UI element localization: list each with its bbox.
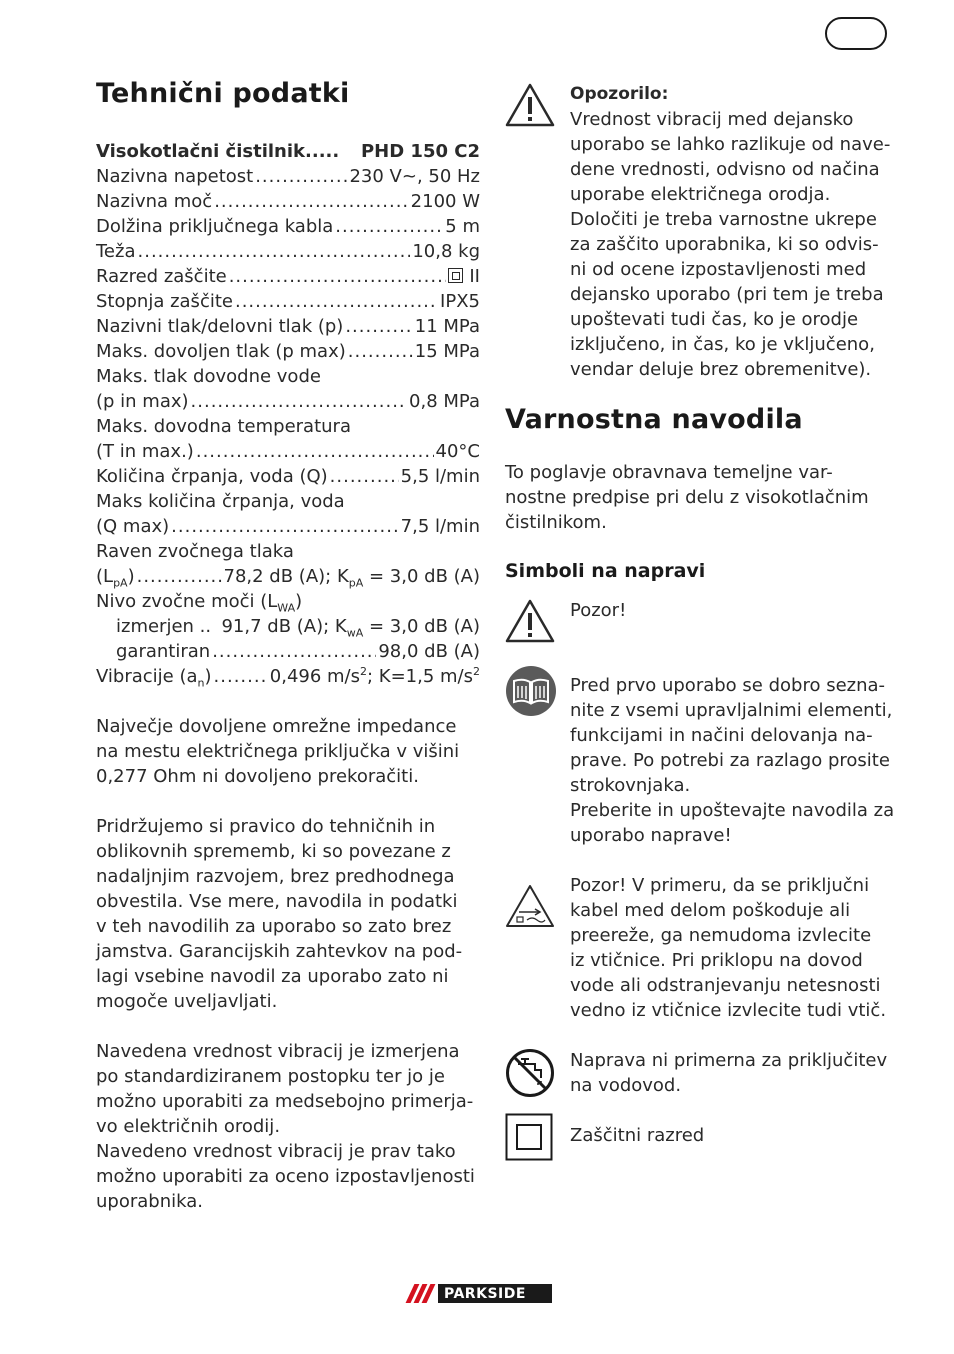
warning-triangle-icon (505, 598, 555, 644)
spec-row-voltage (96, 164, 480, 189)
spec-row-pressure (96, 314, 480, 339)
spec-value: 0,496 $m/s^2$; K=1,5 $m/s^2$ (269, 665, 480, 687)
spec-device-row (96, 139, 480, 164)
protection-class-icon (448, 268, 463, 283)
paragraph-vibration: Navedena vrednost vibracij je izmerjena po standardiziranem postopku ter jo je možno uporabiti za medsebojno primerja- vo električnih orodij. Navedeno vrednost vibracij je prav tako možno uporabiti za oceno izpostavljenosti uporabnika. (96, 1041, 475, 1212)
sound-power-label: Nivo zvočne moči (L (96, 591, 278, 612)
symbol-item-unplug (505, 873, 900, 1023)
spec-row-cable (96, 214, 480, 239)
paragraph-rights: Pridržujemo si pravico do tehničnih in oblikovnih sprememb, ki so povezane z nadaljnjim razvojem, brez predhodnega obvestila. Vse mere, navodila in podatki v teh navodilih za uporabo so zato brez jamstva. Garancijskih zahtevkov na pod- lagi vsebine navodil za uporabo zato ni mogoče uveljavljati. (96, 816, 463, 1012)
spec-value (224, 564, 481, 589)
symbol-text: Pred prvo uporabo se dobro sezna- nite z vsemi upravljalnimi elementi, funkcijami in načini delovanja na- prave. Po potrebi za razlago prosite strokovnjaka. Preberite in upoštevajte navodila za uporabo naprave! (570, 675, 895, 846)
spec-label: Razred zaščite (96, 266, 227, 287)
spec-label: Maks. dovoljen tlak (p max) (96, 341, 346, 362)
spec-row-weight (96, 239, 480, 264)
spec-value: 5,5 l/min (400, 466, 480, 487)
vibration-value: 0,496 m/s (269, 666, 360, 687)
spec-row-flow (96, 464, 480, 489)
spec-sound-power-heading: Nivo zvočne moči $(L_{WA})$ (96, 591, 303, 615)
device-label: Visokotlačni čistilnik..... (96, 141, 340, 162)
logo-text: PARKSIDE (444, 1285, 526, 1302)
safety-title: Varnostna navodila (505, 404, 803, 435)
spec-label: Teža (96, 241, 136, 262)
spec-label: garantiran (116, 641, 211, 662)
spec-value: IPX5 (440, 291, 480, 312)
spec-value: 11 MPa (414, 316, 480, 337)
spec-label: (p in max) (96, 391, 189, 412)
spec-row-inlet-temp (96, 439, 480, 464)
technical-data-title: Tehnični podatki (96, 78, 350, 109)
protection-class-icon (505, 1113, 553, 1161)
device-model: PHD 150 C2 (360, 141, 480, 162)
spec-value (221, 614, 480, 639)
symbol-item-no-water-mains (505, 1048, 900, 1098)
spec-max-flow-heading: Maks količina črpanja, voda (96, 491, 345, 512)
spec-value: 230 V~, 50 Hz (349, 166, 480, 187)
spec-inlet-pressure-heading: Maks. tlak dovodne vode (96, 366, 321, 387)
spec-label: (T in max.) (96, 441, 194, 462)
spec-row-max-pressure (96, 339, 480, 364)
symbol-item-protection-class (505, 1123, 900, 1173)
spec-list (96, 139, 480, 689)
k-value: = 3,0 dB (A) (363, 566, 480, 587)
language-badge (825, 17, 887, 50)
k-value: = 3,0 dB (A) (363, 616, 480, 637)
spec-label: Količina črpanja, voda (Q) (96, 466, 328, 487)
warning-triangle-icon (505, 82, 555, 128)
spec-label: Nazivna moč (96, 191, 213, 212)
k-sub: wA (346, 626, 364, 640)
sound-power-sub: WA (277, 601, 296, 615)
spec-value: 0,8 MPa (409, 391, 480, 412)
spec-label: Vibracije $(a_n)$ (96, 666, 212, 690)
safety-intro: To poglavje obravnava temeljne var- nostne predpise pri delu z visokotlačnim čistilnikom. (505, 462, 869, 533)
measured-value: 91,7 dB (A); K (221, 616, 347, 637)
sound-pressure-value: 78,2 dB (A); K (223, 566, 349, 587)
symbols-title: Simboli na napravi (505, 560, 706, 582)
unplug-warning-icon (505, 883, 555, 929)
spec-sound-pressure-heading: Raven zvočnega tlaka (96, 541, 294, 562)
spec-row-vibration (96, 664, 480, 689)
spec-value: 10,8 kg (412, 241, 480, 262)
protection-class-value: II (469, 266, 480, 287)
symbol-l: L (103, 566, 114, 587)
spec-label: $(L_{pA})$ (96, 566, 135, 590)
spec-value: 40°C (435, 441, 480, 462)
logo-stripes (404, 1284, 438, 1303)
parkside-logo (404, 1284, 552, 1303)
symbol-text: Pozor! (570, 600, 627, 621)
vibration-sub: n (197, 676, 205, 690)
symbol-text: Zaščitni razred (570, 1125, 705, 1146)
spec-inlet-temp-heading: Maks. dovodna temperatura (96, 416, 351, 437)
symbol-item-read-manual (505, 673, 900, 848)
symbol-sub: pA (113, 576, 128, 590)
right-column (505, 82, 900, 1173)
spec-label: izmerjen .. (116, 616, 212, 637)
vibration-label: Vibracije (a (96, 666, 198, 687)
no-water-mains-icon (505, 1048, 555, 1098)
spec-label: Nazivni tlak/delovni tlak (p) (96, 316, 344, 337)
spec-row-protection-class (96, 264, 480, 289)
symbol-text: Pozor! V primeru, da se priključni kabel med delom poškoduje ali preereže, ga nemudoma izvlecite iz vtičnice. Pri priklopu na dovod vode ali odstranjevanju netesnosti vedno iz vtičnice izvlecite tudi vtič. (570, 875, 887, 1021)
k-sub: pA (348, 576, 364, 590)
warning-title: Opozorilo: (570, 84, 669, 104)
paragraph-impedance: Največje dovoljene omrežne impedance na mestu električnega priključka v višini 0,277 Ohm ni dovoljeno prekoračiti. (96, 716, 460, 787)
symbol-item-caution (505, 598, 900, 648)
spec-label: Dolžina priključnega kabla (96, 216, 334, 237)
spec-label: (Q max) (96, 516, 170, 537)
spec-label: Stopnja zaščite (96, 291, 233, 312)
spec-value: 98,0 dB (A) (378, 641, 480, 662)
spec-value: 5 m (445, 216, 480, 237)
spec-value (448, 264, 480, 289)
spec-value: 15 MPa (414, 341, 480, 362)
spec-row-power (96, 189, 480, 214)
spec-value: 7,5 l/min (400, 516, 480, 537)
warning-note (505, 82, 900, 382)
warning-text: Vrednost vibracij med dejansko uporabo se lahko razlikuje od nave- dene vrednosti, odvisno od načina uporabe električnega orodja. Določiti je treba varnostne ukrepe za zaščito uporabnika, ki so odvis- ni od ocene izpostavljenosti med dejansko uporabo (pri tem je treba upoštevati tudi čas, ko je orodje izključeno, in čas, ko je vključeno, vendar deluje brez obremenitve). (570, 109, 891, 380)
technical-data-section (96, 78, 480, 1214)
spec-row-sound-pressure (96, 564, 480, 589)
symbol-text: Naprava ni primerna za priključitev na vodovod. (570, 1050, 888, 1096)
vibration-k: ; K=1,5 m/s (367, 666, 473, 687)
spec-value: 2100 W (410, 191, 480, 212)
spec-row-ip (96, 289, 480, 314)
read-manual-icon (505, 665, 557, 717)
spec-label: Nazivna napetost (96, 166, 254, 187)
spec-row-guaranteed (96, 639, 480, 664)
spec-row-measured (96, 614, 480, 639)
spec-row-max-flow (96, 514, 480, 539)
spec-row-inlet-pressure (96, 389, 480, 414)
